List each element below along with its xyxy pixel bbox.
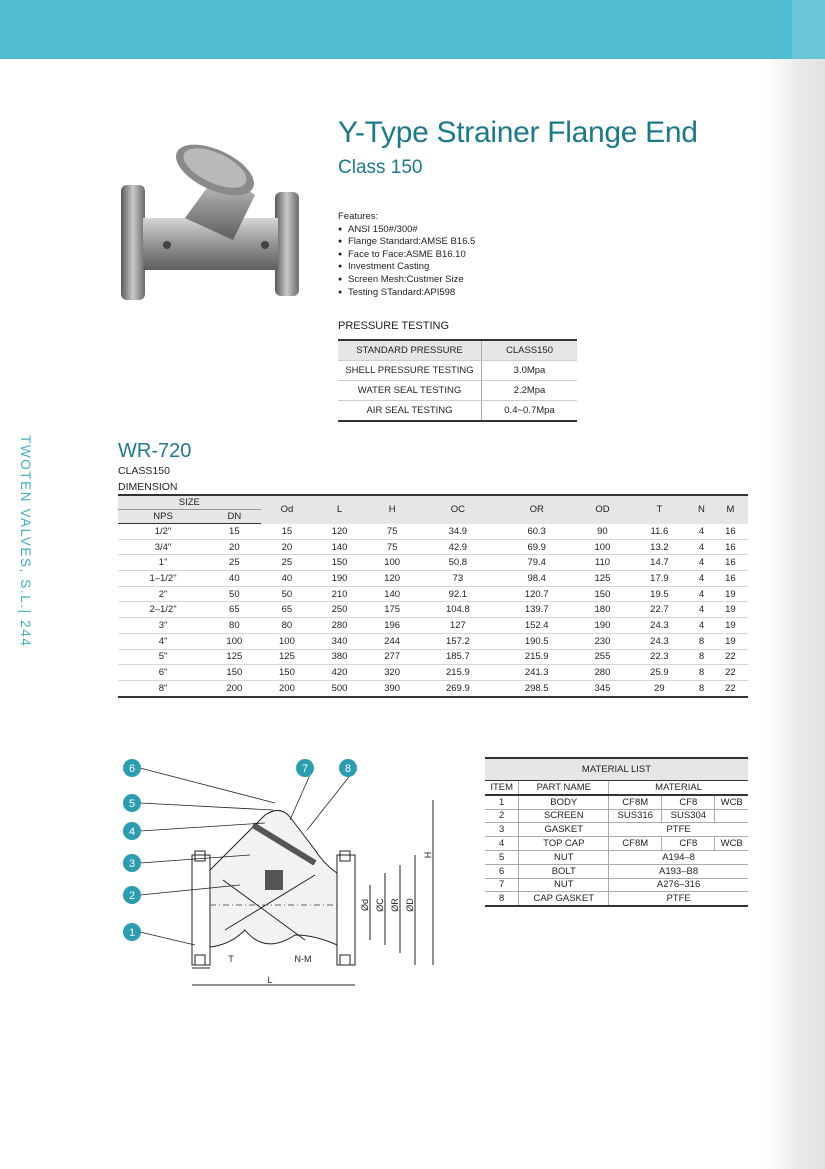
table-row: [118, 586, 748, 602]
dimension-rows: [118, 524, 748, 697]
table-cell: 100: [576, 539, 629, 555]
table-cell: 280: [313, 618, 366, 634]
table-cell: 16: [713, 571, 748, 587]
table-cell: 4: [690, 571, 713, 587]
table-cell: 16: [713, 524, 748, 540]
table-row: [118, 649, 748, 665]
table-row: [118, 680, 748, 696]
table-cell: 150: [261, 665, 314, 681]
column-header: T: [629, 495, 690, 524]
table-cell: 22: [713, 680, 748, 696]
feature-item: ● Flange Standard:AMSE B16.5: [338, 236, 475, 249]
callout-leader: [140, 932, 195, 945]
table-cell: 25: [208, 555, 261, 571]
page-subtitle: Class 150: [338, 157, 423, 178]
table-cell: 5": [118, 649, 208, 665]
table-cell: 125: [208, 649, 261, 665]
table-cell: 380: [313, 649, 366, 665]
callout-number: 2: [128, 890, 136, 902]
table-cell: 75: [366, 539, 419, 555]
pressure-header-cell: CLASS150: [482, 340, 578, 361]
table-cell: 6": [118, 665, 208, 681]
table-cell: 200: [261, 680, 314, 696]
column-header: Od: [261, 495, 314, 524]
material-cell: GASKET: [519, 823, 609, 837]
table-cell: 50: [261, 586, 314, 602]
material-cell: 6: [485, 864, 519, 878]
table-cell: 4: [690, 539, 713, 555]
dimension-letter: N-M: [294, 954, 312, 964]
feature-item: ● Screen Mesh:Custmer Size: [338, 274, 475, 287]
dimension-letter: H: [423, 851, 433, 859]
callout-number: 7: [301, 763, 309, 775]
table-cell: 190: [313, 571, 366, 587]
table-cell: 139.7: [497, 602, 576, 618]
table-cell: 92.1: [418, 586, 497, 602]
material-row: [485, 837, 748, 851]
column-header: DN: [208, 510, 261, 524]
top-banner-edge: [792, 0, 825, 59]
top-banner: [0, 0, 825, 59]
table-cell: 13.2: [629, 539, 690, 555]
table-cell: 15: [261, 524, 314, 540]
table-cell: 1–1/2": [118, 571, 208, 587]
table-cell: 98.4: [497, 571, 576, 587]
table-cell: 140: [366, 586, 419, 602]
table-cell: 17.9: [629, 571, 690, 587]
table-cell: 20: [261, 539, 314, 555]
column-header: NPS: [118, 510, 208, 524]
table-cell: 73: [418, 571, 497, 587]
table-row: [118, 618, 748, 634]
table-cell: 125: [261, 649, 314, 665]
material-cell: 4: [485, 837, 519, 851]
table-cell: 16: [713, 539, 748, 555]
material-header-cell: PART NAME: [519, 781, 609, 795]
table-cell: 60.3: [497, 524, 576, 540]
table-cell: 390: [366, 680, 419, 696]
right-page-shade: [765, 59, 825, 1169]
table-cell: 200: [208, 680, 261, 696]
table-cell: 127: [418, 618, 497, 634]
material-title: MATERIAL LIST: [485, 758, 748, 781]
pressure-header-cell: STANDARD PRESSURE: [338, 340, 482, 361]
material-cell: 3: [485, 823, 519, 837]
material-header-cell: MATERIAL: [609, 781, 748, 795]
material-cell: CF8: [662, 795, 715, 809]
table-cell: 255: [576, 649, 629, 665]
feature-item: ● Investment Casting: [338, 261, 475, 274]
table-cell: 2": [118, 586, 208, 602]
material-header-cell: ITEM: [485, 781, 519, 795]
table-cell: 100: [261, 633, 314, 649]
features-title: Features:: [338, 211, 379, 222]
table-cell: 20: [208, 539, 261, 555]
pressure-table: [338, 339, 577, 422]
feature-item: ● ANSI 150#/300#: [338, 224, 475, 237]
table-cell: 4: [690, 602, 713, 618]
table-cell: 4: [690, 555, 713, 571]
pressure-cell: 2.2Mpa: [482, 381, 578, 401]
table-cell: 104.8: [418, 602, 497, 618]
table-cell: 19: [713, 633, 748, 649]
column-header: OR: [497, 495, 576, 524]
table-cell: 180: [576, 602, 629, 618]
table-cell: 19.5: [629, 586, 690, 602]
table-row: [118, 633, 748, 649]
column-header: OC: [418, 495, 497, 524]
callout-number: 6: [128, 763, 136, 775]
table-cell: 15: [208, 524, 261, 540]
callout-number: 5: [128, 798, 136, 810]
table-cell: 80: [261, 618, 314, 634]
table-cell: 190: [576, 618, 629, 634]
page-title: Y-Type Strainer Flange End: [338, 116, 698, 149]
pressure-cell: 0.4~0.7Mpa: [482, 401, 578, 422]
table-cell: 22: [713, 649, 748, 665]
material-row: [485, 892, 748, 906]
table-cell: 298.5: [497, 680, 576, 696]
table-cell: 50.8: [418, 555, 497, 571]
column-header: M: [713, 495, 748, 524]
table-cell: 80: [208, 618, 261, 634]
material-cell: TOP CAP: [519, 837, 609, 851]
material-cell: 2: [485, 809, 519, 823]
material-cell: NUT: [519, 878, 609, 892]
material-row: [485, 823, 748, 837]
table-cell: 40: [208, 571, 261, 587]
table-cell: 196: [366, 618, 419, 634]
size-header: SIZE: [118, 495, 261, 510]
table-cell: 120: [366, 571, 419, 587]
dimension-letter: Ød: [360, 898, 370, 912]
material-cell: WCB: [715, 795, 748, 809]
table-cell: 125: [576, 571, 629, 587]
callout-leader: [140, 768, 275, 803]
table-cell: 1/2": [118, 524, 208, 540]
table-cell: 65: [261, 602, 314, 618]
table-cell: 25: [261, 555, 314, 571]
material-row: [485, 809, 748, 823]
model-number: WR-720: [118, 440, 192, 462]
column-header: N: [690, 495, 713, 524]
table-row: [118, 602, 748, 618]
table-cell: 175: [366, 602, 419, 618]
table-cell: 215.9: [497, 649, 576, 665]
table-cell: 24.3: [629, 618, 690, 634]
material-row: [485, 878, 748, 892]
callout-number: 1: [128, 927, 136, 939]
material-cell: BOLT: [519, 864, 609, 878]
material-cell: A276–316: [609, 878, 748, 892]
table-cell: 4: [690, 586, 713, 602]
table-cell: 241.3: [497, 665, 576, 681]
callout-leader: [140, 823, 265, 831]
callout-number: 4: [128, 826, 136, 838]
table-cell: 19: [713, 602, 748, 618]
table-cell: 280: [576, 665, 629, 681]
table-cell: 42.9: [418, 539, 497, 555]
feature-item: ● Face to Face:ASME B16.10: [338, 249, 475, 262]
material-cell: PTFE: [609, 823, 748, 837]
table-cell: 269.9: [418, 680, 497, 696]
table-cell: 29: [629, 680, 690, 696]
table-cell: 500: [313, 680, 366, 696]
table-cell: 34.9: [418, 524, 497, 540]
table-cell: 277: [366, 649, 419, 665]
table-cell: 11.6: [629, 524, 690, 540]
pressure-cell: WATER SEAL TESTING: [338, 381, 482, 401]
technical-drawing: [115, 755, 455, 995]
material-cell: [715, 809, 748, 823]
table-cell: 22: [713, 665, 748, 681]
table-cell: 345: [576, 680, 629, 696]
table-row: [118, 524, 748, 540]
class-label: CLASS150: [118, 465, 170, 477]
table-cell: 8: [690, 680, 713, 696]
material-cell: CF8M: [609, 837, 662, 851]
material-table: [485, 757, 748, 907]
feature-item: ● Testing STandard:API598: [338, 287, 475, 300]
side-label: TWOTEN VALVES, S.L.| 244: [18, 435, 33, 648]
callout-number: 8: [344, 763, 352, 775]
table-cell: 4: [690, 524, 713, 540]
table-row: [118, 571, 748, 587]
callout-number: 3: [128, 858, 136, 870]
table-cell: 230: [576, 633, 629, 649]
table-cell: 65: [208, 602, 261, 618]
table-cell: 250: [313, 602, 366, 618]
column-header: OD: [576, 495, 629, 524]
material-row: [485, 795, 748, 809]
material-cell: CF8: [662, 837, 715, 851]
table-cell: 19: [713, 586, 748, 602]
material-cell: A193–B8: [609, 864, 748, 878]
material-cell: CAP GASKET: [519, 892, 609, 906]
material-cell: 7: [485, 878, 519, 892]
table-cell: 185.7: [418, 649, 497, 665]
table-cell: 79.4: [497, 555, 576, 571]
table-cell: 150: [576, 586, 629, 602]
dimension-letter: L: [267, 975, 273, 985]
column-header: H: [366, 495, 419, 524]
column-header: L: [313, 495, 366, 524]
material-cell: SCREEN: [519, 809, 609, 823]
table-cell: 22.7: [629, 602, 690, 618]
table-cell: 50: [208, 586, 261, 602]
table-cell: 340: [313, 633, 366, 649]
dimension-letter: T: [228, 954, 234, 964]
table-cell: 24.3: [629, 633, 690, 649]
table-cell: 120.7: [497, 586, 576, 602]
table-cell: 210: [313, 586, 366, 602]
table-cell: 100: [366, 555, 419, 571]
table-cell: 69.9: [497, 539, 576, 555]
dimension-letter: ØD: [405, 898, 415, 912]
table-cell: 150: [208, 665, 261, 681]
material-cell: 8: [485, 892, 519, 906]
table-cell: 16: [713, 555, 748, 571]
material-cell: SUS304: [662, 809, 715, 823]
dimension-letter: ØR: [390, 898, 400, 912]
table-cell: 14.7: [629, 555, 690, 571]
dimension-letter: ØC: [375, 898, 385, 912]
table-cell: 25.9: [629, 665, 690, 681]
table-row: [118, 555, 748, 571]
table-cell: 4: [690, 618, 713, 634]
pressure-cell: 3.0Mpa: [482, 361, 578, 381]
material-row: [485, 864, 748, 878]
table-cell: 320: [366, 665, 419, 681]
table-row: [118, 665, 748, 681]
table-cell: 19: [713, 618, 748, 634]
table-cell: 8: [690, 633, 713, 649]
table-cell: 1": [118, 555, 208, 571]
table-cell: 157.2: [418, 633, 497, 649]
material-cell: A194–8: [609, 850, 748, 864]
material-cell: NUT: [519, 850, 609, 864]
features-list: [338, 211, 475, 299]
table-cell: 3": [118, 618, 208, 634]
dimension-table: [118, 494, 748, 698]
table-row: [118, 539, 748, 555]
table-cell: 22.3: [629, 649, 690, 665]
table-cell: 420: [313, 665, 366, 681]
table-cell: 190.5: [497, 633, 576, 649]
table-cell: 3/4": [118, 539, 208, 555]
table-cell: 100: [208, 633, 261, 649]
callout-leader: [140, 803, 273, 810]
table-cell: 40: [261, 571, 314, 587]
material-cell: SUS316: [609, 809, 662, 823]
table-cell: 215.9: [418, 665, 497, 681]
table-cell: 150: [313, 555, 366, 571]
table-cell: 8: [690, 665, 713, 681]
material-row: [485, 850, 748, 864]
material-cell: CF8M: [609, 795, 662, 809]
table-cell: 75: [366, 524, 419, 540]
callout-leader: [307, 768, 356, 830]
material-cell: 1: [485, 795, 519, 809]
table-cell: 120: [313, 524, 366, 540]
material-cell: 5: [485, 850, 519, 864]
product-photo: [115, 140, 320, 310]
table-cell: 2–1/2": [118, 602, 208, 618]
material-cell: WCB: [715, 837, 748, 851]
table-cell: 110: [576, 555, 629, 571]
table-cell: 8": [118, 680, 208, 696]
pressure-testing-heading: PRESSURE TESTING: [338, 320, 450, 332]
table-cell: 4": [118, 633, 208, 649]
dimension-label: DIMENSION: [118, 481, 178, 493]
table-cell: 244: [366, 633, 419, 649]
pressure-cell: SHELL PRESSURE TESTING: [338, 361, 482, 381]
table-cell: 90: [576, 524, 629, 540]
table-cell: 152.4: [497, 618, 576, 634]
material-cell: PTFE: [609, 892, 748, 906]
material-cell: BODY: [519, 795, 609, 809]
table-cell: 140: [313, 539, 366, 555]
pressure-cell: AIR SEAL TESTING: [338, 401, 482, 422]
table-cell: 8: [690, 649, 713, 665]
